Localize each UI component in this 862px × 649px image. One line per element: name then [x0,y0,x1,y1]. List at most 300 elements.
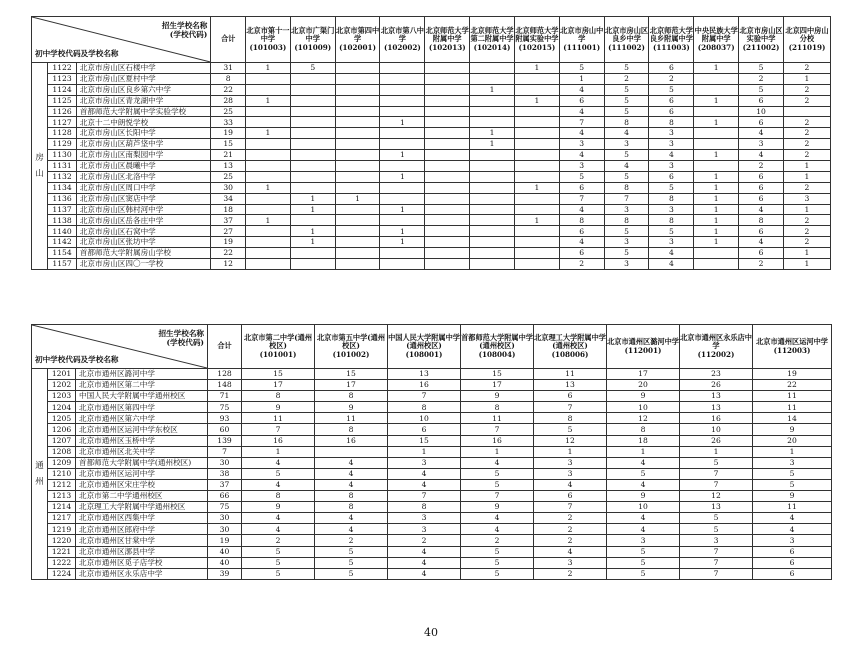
table-row [32,95,831,106]
quota-cell [470,161,515,172]
quota-cell [514,139,559,150]
quota-cell [335,128,380,139]
quota-cell [425,63,470,74]
quota-cell: 3 [753,535,832,546]
row-total: 22 [211,84,246,95]
quota-cell: 8 [388,502,461,513]
quota-cell: 2 [783,63,830,74]
quota-cell [380,63,425,74]
quota-cell [335,161,380,172]
quota-cell: 6 [739,248,784,259]
quota-cell [514,106,559,117]
quota-cell: 4 [388,468,461,479]
school-code: 1129 [48,139,77,150]
quota-cell: 17 [607,369,680,380]
quota-cell: 2 [534,524,607,535]
quota-cell [425,73,470,84]
quota-cell: 1 [470,128,515,139]
table-row [32,171,831,182]
quota-cell [290,128,335,139]
quota-cell: 3 [649,128,694,139]
quota-cell: 12 [680,491,753,502]
school-name: 北京市通州区北关中学 [76,446,208,457]
district-cell [32,63,48,270]
quota-cell: 1 [290,204,335,215]
quota-cell: 7 [388,491,461,502]
quota-cell [290,215,335,226]
school-name: 北京市通州区宋庄学校 [76,479,208,490]
quota-cell: 5 [607,468,680,479]
table-row [32,457,832,468]
quota-cell: 4 [388,546,461,557]
school-code: 1122 [48,63,77,74]
column-school-name: 北京四中房山分校 [785,26,829,44]
quota-cell: 5 [242,568,315,579]
table-row [32,128,831,139]
quota-cell: 8 [607,424,680,435]
quota-cell [380,128,425,139]
quota-cell: 2 [783,150,830,161]
school-name: 北京市通州区漷县中学 [76,546,208,557]
quota-cell: 2 [739,259,784,270]
quota-cell: 17 [461,380,534,391]
school-code: 1138 [48,215,77,226]
quota-cell: 2 [783,226,830,237]
quota-cell: 1 [694,215,739,226]
column-school-code: (112003) [773,345,811,355]
quota-cell: 2 [559,259,604,270]
quota-cell: 1 [694,95,739,106]
quota-cell: 7 [604,193,649,204]
quota-cell: 10 [388,413,461,424]
quota-cell [514,171,559,182]
table-row [32,73,831,84]
quota-cell [694,73,739,84]
school-name: 北京市通州区潞河中学 [76,369,208,380]
table-row [32,491,832,502]
table-row [32,557,832,568]
quota-cell [514,259,559,270]
quota-cell: 4 [388,479,461,490]
quota-cell: 1 [559,73,604,84]
quota-cell: 23 [680,369,753,380]
column-school-name: 北京师范大学第二附属中学 [470,26,514,44]
row-total: 8 [211,73,246,84]
column-school-name: 北京理工大学附属中学(通州校区) [534,333,606,351]
quota-cell: 7 [534,402,607,413]
quota-cell [380,73,425,84]
quota-cell: 5 [242,468,315,479]
school-name: 北京市通州区郎府中学 [76,524,208,535]
row-total: 30 [211,182,246,193]
column-header [559,17,604,63]
row-total: 28 [211,95,246,106]
quota-cell: 5 [680,457,753,468]
quota-cell: 5 [680,524,753,535]
table-row [32,63,831,74]
quota-cell: 1 [534,446,607,457]
quota-cell: 4 [461,513,534,524]
quota-cell: 5 [559,171,604,182]
column-school-code: (111003) [652,42,690,52]
quota-cell [783,106,830,117]
school-name: 北京市房山区四〇一学校 [76,259,211,270]
quota-cell: 4 [604,128,649,139]
quota-cell: 1 [290,193,335,204]
quota-cell: 3 [604,259,649,270]
column-header [335,17,380,63]
school-name: 北京理工大学附属中学通州校区 [76,502,208,513]
column-school-name: 北京市第十一中学 [246,26,290,44]
quota-cell [290,73,335,84]
quota-cell: 5 [461,479,534,490]
school-name: 北京市通州区运河中学 [76,468,208,479]
quota-cell [380,84,425,95]
quota-cell [380,139,425,150]
quota-cell [335,106,380,117]
quota-cell: 4 [559,84,604,95]
column-header [783,17,830,63]
quota-cell: 4 [242,479,315,490]
quota-cell: 15 [461,369,534,380]
column-school-code: (211019) [788,42,826,52]
column-school-name: 北京市房山中学 [560,26,604,44]
quota-cell [290,84,335,95]
quota-cell: 10 [607,402,680,413]
quota-cell: 1 [335,193,380,204]
school-code: 1130 [48,150,77,161]
quota-cell: 4 [753,524,832,535]
table-row [32,502,832,513]
quota-cell: 4 [649,248,694,259]
school-code: 1209 [48,457,76,468]
quota-cell: 16 [680,413,753,424]
quota-cell: 8 [242,391,315,402]
quota-cell: 5 [461,546,534,557]
quota-cell: 6 [388,424,461,435]
quota-cell [470,204,515,215]
quota-cell: 5 [680,513,753,524]
quota-cell: 4 [607,524,680,535]
quota-cell: 1 [461,446,534,457]
quota-cell [470,106,515,117]
column-school-name: 北京市通州区运河中学 [756,337,828,347]
corner-school-name-label: 招生学校名称 [158,329,205,338]
row-total: 21 [211,150,246,161]
quota-cell: 9 [753,424,832,435]
quota-cell [290,248,335,259]
column-header [290,17,335,63]
header-corner [32,325,208,369]
quota-cell: 7 [559,193,604,204]
quota-cell: 4 [559,204,604,215]
table-row [32,380,832,391]
quota-cell: 1 [783,248,830,259]
quota-cell [335,73,380,84]
school-code: 1124 [48,84,77,95]
table-row [32,182,831,193]
quota-cell [470,63,515,74]
quota-cell: 15 [242,369,315,380]
quota-cell [335,182,380,193]
school-code: 1217 [48,513,76,524]
quota-cell: 4 [739,237,784,248]
page-number: 40 [424,626,438,639]
quota-cell [425,139,470,150]
column-school-code: (208037) [697,42,735,52]
quota-cell: 7 [680,568,753,579]
quota-cell [425,84,470,95]
school-name: 北京市通州区第二中学 [76,380,208,391]
quota-cell: 11 [461,413,534,424]
quota-cell: 1 [246,215,291,226]
quota-cell [246,117,291,128]
quota-cell: 8 [604,182,649,193]
column-school-name: 北京市第四中学 [336,26,380,44]
quota-cell [514,128,559,139]
quota-cell [470,171,515,182]
school-code: 1204 [48,402,76,413]
school-name: 北京市第二中学通州校区 [76,491,208,502]
quota-cell: 9 [607,391,680,402]
column-header [534,325,607,369]
school-name: 北京市房山区石窝中学 [76,226,211,237]
school-code: 1219 [48,524,76,535]
quota-cell: 26 [680,435,753,446]
quota-cell: 5 [559,63,604,74]
row-total: 30 [208,513,242,524]
quota-cell [470,259,515,270]
quota-cell: 4 [388,568,461,579]
row-total: 93 [208,413,242,424]
quota-cell: 4 [753,513,832,524]
table-row [32,435,832,446]
row-total: 66 [208,491,242,502]
quota-cell: 6 [559,182,604,193]
quota-cell: 2 [783,95,830,106]
quota-cell: 4 [315,513,388,524]
quota-cell: 9 [242,502,315,513]
school-code: 1137 [48,204,77,215]
quota-cell: 8 [604,117,649,128]
quota-cell: 1 [246,182,291,193]
quota-cell [246,150,291,161]
quota-cell: 6 [559,95,604,106]
row-total: 27 [211,226,246,237]
quota-cell [514,204,559,215]
quota-cell: 6 [649,171,694,182]
quota-cell: 4 [315,479,388,490]
school-name: 北京市房山区长阳中学 [76,128,211,139]
column-school-name: 北京市房山区实验中学 [739,26,783,44]
school-name: 北京市房山区北洛中学 [76,171,211,182]
column-header [694,17,739,63]
table-row [32,546,832,557]
quota-cell: 3 [559,161,604,172]
quota-cell [246,73,291,84]
school-name: 北京市房山区周口中学 [76,182,211,193]
quota-cell: 18 [607,435,680,446]
quota-cell: 13 [534,380,607,391]
quota-cell: 16 [315,435,388,446]
quota-cell: 1 [514,95,559,106]
quota-cell [246,139,291,150]
table-row [32,226,831,237]
quota-cell: 5 [649,182,694,193]
quota-cell [694,161,739,172]
quota-cell [246,171,291,182]
quota-cell [425,204,470,215]
quota-cell [514,237,559,248]
quota-cell [380,215,425,226]
quota-cell: 3 [604,139,649,150]
column-school-code: (108004) [478,349,516,359]
quota-cell: 2 [604,73,649,84]
district-name: 房山 [35,152,44,179]
quota-cell [335,259,380,270]
quota-cell: 3 [649,237,694,248]
quota-cell: 4 [739,204,784,215]
quota-cell: 1 [694,117,739,128]
school-code: 1201 [48,369,76,380]
table-row [32,479,832,490]
school-name: 北京市房山区良乡第六中学 [76,84,211,95]
quota-cell: 6 [739,182,784,193]
corner-junior-school-label: 初中学校代码及学校名称 [35,355,119,365]
quota-cell: 5 [290,63,335,74]
quota-cell: 5 [649,226,694,237]
quota-cell [380,193,425,204]
quota-cell: 2 [534,535,607,546]
quota-cell: 15 [315,369,388,380]
quota-cell: 2 [783,84,830,95]
table-row [32,259,831,270]
school-name: 北京市房山区葫芦垡中学 [76,139,211,150]
quota-cell: 2 [739,161,784,172]
quota-cell: 6 [559,226,604,237]
quota-cell [470,237,515,248]
quota-cell [335,150,380,161]
quota-cell [335,204,380,215]
quota-cell: 1 [694,226,739,237]
quota-cell [694,84,739,95]
quota-cell [335,237,380,248]
quota-cell [470,117,515,128]
quota-cell: 2 [783,139,830,150]
quota-cell [290,95,335,106]
column-header [649,17,694,63]
column-school-code: (112001) [624,345,662,355]
row-total: 22 [211,248,246,259]
quota-cell [246,193,291,204]
quota-cell: 8 [388,402,461,413]
quota-cell [335,226,380,237]
quota-cell: 1 [680,446,753,457]
quota-cell: 6 [649,63,694,74]
row-total: 139 [208,435,242,446]
quota-cell: 8 [315,424,388,435]
school-name: 北京市房山区南梨园中学 [76,150,211,161]
school-name: 首都师范大学附属房山学校 [76,248,211,259]
quota-cell: 5 [604,63,649,74]
quota-cell [380,259,425,270]
quota-cell [514,73,559,84]
header-corner [32,17,211,63]
admission-table-tongzhou [31,324,832,580]
quota-cell [315,446,388,457]
school-code: 1134 [48,182,77,193]
quota-cell: 9 [607,491,680,502]
school-name: 首都师范大学附属中学实验学校 [76,106,211,117]
school-code: 1154 [48,248,77,259]
row-total: 30 [208,524,242,535]
quota-cell [380,248,425,259]
quota-cell: 4 [461,524,534,535]
quota-cell: 2 [534,568,607,579]
quota-cell: 1 [694,63,739,74]
school-name: 北京市房山区晨曦中学 [76,161,211,172]
corner-junior-school-label: 初中学校代码及学校名称 [35,49,119,59]
quota-cell: 4 [534,546,607,557]
quota-cell [246,226,291,237]
row-total: 15 [211,139,246,150]
school-name: 北京市房山区张坊中学 [76,237,211,248]
quota-cell: 5 [315,546,388,557]
quota-cell: 1 [242,446,315,457]
quota-cell: 4 [315,457,388,468]
row-total: 75 [208,502,242,513]
quota-cell: 13 [680,502,753,513]
quota-cell: 7 [242,424,315,435]
quota-cell: 3 [649,204,694,215]
corner-school-code-label: (学校代码) [169,30,208,40]
quota-cell: 1 [380,171,425,182]
quota-cell: 2 [461,535,534,546]
table-row [32,568,832,579]
quota-cell: 3 [534,457,607,468]
quota-cell: 3 [534,557,607,568]
quota-cell [246,161,291,172]
table-row [32,215,831,226]
school-code: 1157 [48,259,77,270]
table-row [32,150,831,161]
school-name: 北京市通州区第六中学 [76,413,208,424]
school-name: 北京市通州区玉桥中学 [76,435,208,446]
column-school-code: (102013) [428,42,466,52]
row-total: 34 [211,193,246,204]
quota-cell: 1 [783,204,830,215]
quota-cell: 2 [783,237,830,248]
table-row [32,237,831,248]
quota-cell: 7 [559,117,604,128]
quota-cell [290,139,335,150]
quota-cell: 8 [534,413,607,424]
quota-cell [514,226,559,237]
quota-cell: 13 [680,391,753,402]
column-header [753,325,832,369]
column-header [607,325,680,369]
quota-cell: 7 [534,502,607,513]
quota-cell: 8 [739,215,784,226]
district-name: 通州 [35,460,44,487]
quota-cell: 4 [607,479,680,490]
quota-cell: 8 [604,215,649,226]
column-header [315,325,388,369]
quota-cell [694,259,739,270]
quota-cell: 8 [315,491,388,502]
column-school-code: (102002) [383,42,421,52]
quota-cell [246,106,291,117]
